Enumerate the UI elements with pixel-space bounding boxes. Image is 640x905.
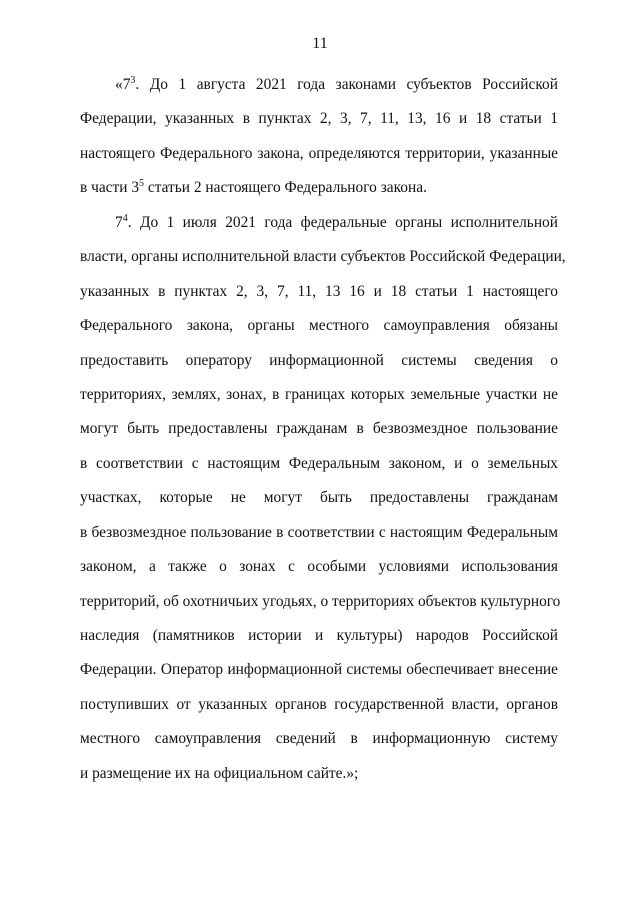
text-fragment: в части 3 [80,179,140,197]
text-line: настоящего Федерального закона, определяются территории, указанные [80,144,558,162]
text-line [80,206,558,240]
reference-superscript: 5 [139,178,145,190]
paragraph-7-3 [80,68,558,206]
text-line: в безвозмездное пользование в соответствии с настоящим Федеральным [80,523,558,541]
text-line: законом, а также о зонах с особыми условиями использования [80,558,558,576]
text-line: Федерации, указанных в пунктах 2, 3, 7, 11, 13, 16 и 18 статьи 1 [80,110,558,128]
text-line [80,68,558,102]
text-line: наследия (памятников истории и культуры) народов Российской [80,627,558,644]
text-line [80,171,558,205]
text-line: могут быть предоставлены гражданам в безвозмездное пользование [80,420,558,438]
clause-number: 7 [115,213,123,231]
document-body [80,68,566,791]
text-line: поступивших от указанных органов государственной власти, органов [80,695,558,713]
text-fragment: . До 1 июля 2021 года федеральные органы исполнительной [127,213,558,231]
text-line: указанных в пунктах 2, 3, 7, 11, 13 16 и 18 статьи 1 настоящего [80,282,558,300]
text-line: в соответствии с настоящим Федеральным законом, и о земельных [80,454,558,472]
clause-number: «7 [115,76,131,93]
text-fragment: статьи 2 настоящего Федерального закона. [144,179,427,197]
text-line: Федерации. Оператор информационной системы обеспечивает внесение [80,661,558,679]
text-line: территорий, об охотничьих угодьях, о территориях объектов культурного [80,592,561,610]
text-line: Федерального закона, органы местного самоуправления обязаны [80,317,558,335]
text-line: территориях, землях, зонах, в границах которых земельные участки не [80,385,558,403]
text-line: местного самоуправления сведений в информационную систему [80,730,558,748]
clause-superscript: 3 [130,75,136,86]
text-line: и размещение их на официальном сайте.»; [80,764,359,782]
text-line: власти, органы исполнительной власти субъектов Российской Федерации, [80,248,566,266]
paragraph-7-4 [80,206,566,791]
text-line: предоставить оператору информационной системы сведения о [80,351,558,369]
text-fragment: . До 1 августа 2021 года законами субъектов Российской [135,76,558,93]
text-line: участках, которые не могут быть предоставлены гражданам [80,489,558,507]
clause-superscript: 4 [122,212,128,224]
page-number: 11 [312,35,328,52]
